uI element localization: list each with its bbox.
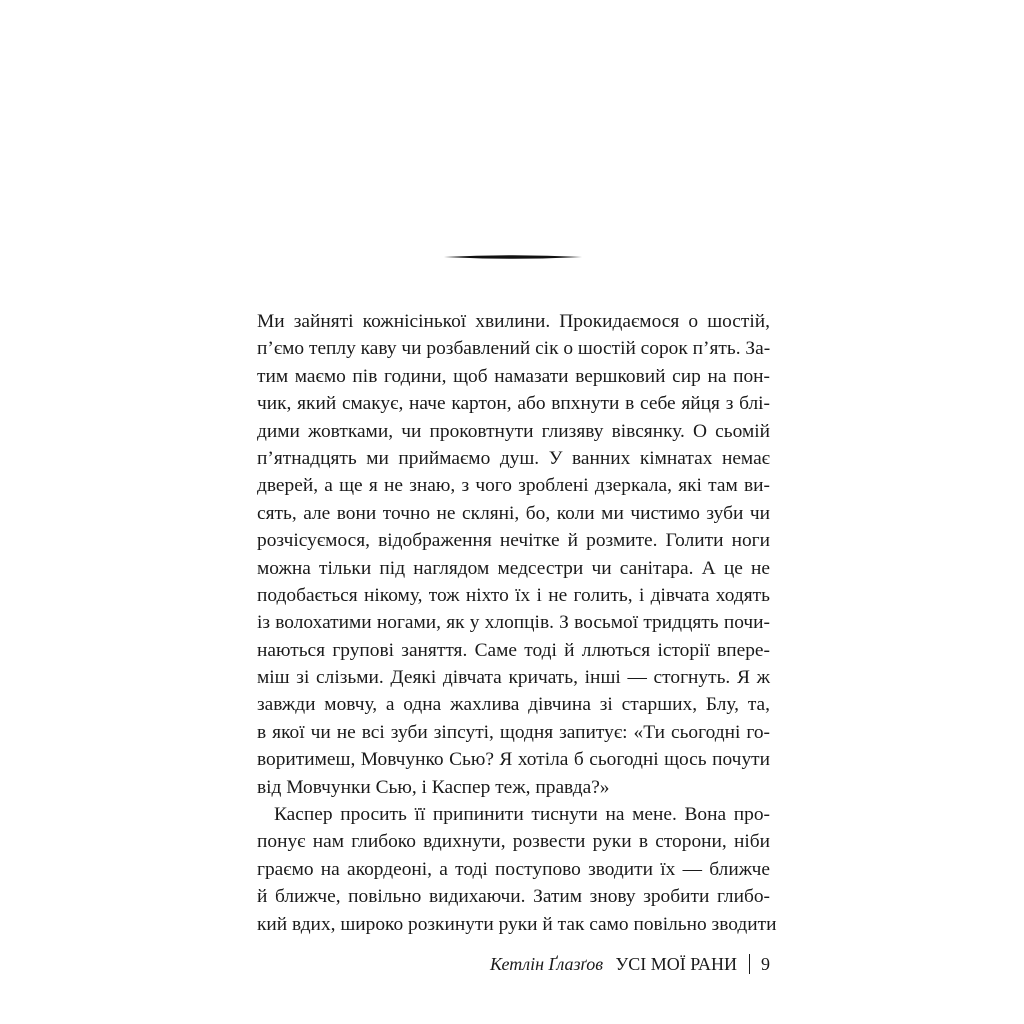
page-number: 9	[761, 954, 770, 974]
text-line: граємо на акордеоні, а тоді поступово зводити їх — ближче	[257, 858, 770, 880]
text-line: міш зі слізьми. Деякі дівчата кричать, інші — стогнуть. Я ж	[257, 667, 770, 689]
text-line: Ми зайняті кожнісінької хвилини. Прокидаємося о шостій,	[257, 311, 770, 332]
paragraph-1	[257, 308, 770, 801]
text-line: наються групові заняття. Саме тоді й ллються історії впере-	[257, 639, 770, 661]
text-line: від Мовчунки Сью, і Каспер теж, правда?»	[257, 776, 610, 798]
tapered-rule-icon	[444, 254, 582, 260]
text-line: в якої чи не всі зуби зіпсуті, щодня запитує: «Ти сьогодні го-	[257, 721, 770, 743]
running-footer	[490, 952, 770, 976]
footer-separator	[749, 954, 750, 974]
text-line: й ближче, повільно видихаючи. Затим знову зробити глибо-	[257, 886, 770, 908]
body-text	[257, 308, 777, 938]
text-line: сять, але вони точно не скляні, бо, коли ми чистимо зуби чи	[257, 502, 770, 524]
text-line: тим маємо пів години, щоб намазати вершковий сир на пон-	[257, 365, 770, 387]
text-line: із волохатими ногами, як у хлопців. З восьмої тридцять почи-	[257, 612, 770, 634]
text-line: можна тільки під наглядом медсестри чи санітара. А це не	[257, 557, 770, 579]
text-line: п’ємо теплу каву чи розбавлений сік о шостій сорок п’ять. За-	[257, 338, 771, 360]
footer-book-title: УСІ МОЇ РАНИ	[615, 954, 737, 974]
chapter-divider-ornament	[444, 254, 582, 260]
text-line: Каспер просить її припинити тиснути на мене. Вона про-	[274, 804, 770, 826]
text-line: розчісуємося, відображення нечітке й розмите. Голити ноги	[257, 530, 770, 552]
text-line: дверей, а ще я не знаю, з чого зроблені дзеркала, які там ви-	[257, 475, 770, 497]
text-line: п’ятнадцять ми приймаємо душ. У ванних кімнатах немає	[257, 447, 770, 469]
text-line: чик, який смакує, наче картон, або впхнути в себе яйця з блі-	[257, 393, 770, 415]
text-line: воритимеш, Мовчунко Сью? Я хотіла б сьогодні щось почути	[257, 749, 770, 771]
text-line: подобається нікому, тож ніхто їх і не голить, і дівчата ходять	[257, 584, 770, 606]
text-line: кий вдих, широко розкинути руки й так само повільно зводити	[257, 913, 777, 935]
text-line: завжди мовчу, а одна жахлива дівчина зі старших, Блу, та,	[257, 694, 770, 716]
text-line: дими жовтками, чи проковтнути глизяву вівсянку. О сьомій	[257, 420, 770, 442]
paragraph-2	[257, 801, 777, 938]
text-line: понує нам глибоко вдихнути, розвести руки в сторони, ніби	[257, 831, 770, 853]
footer-author: Кетлін Ґлазґов	[490, 954, 604, 974]
